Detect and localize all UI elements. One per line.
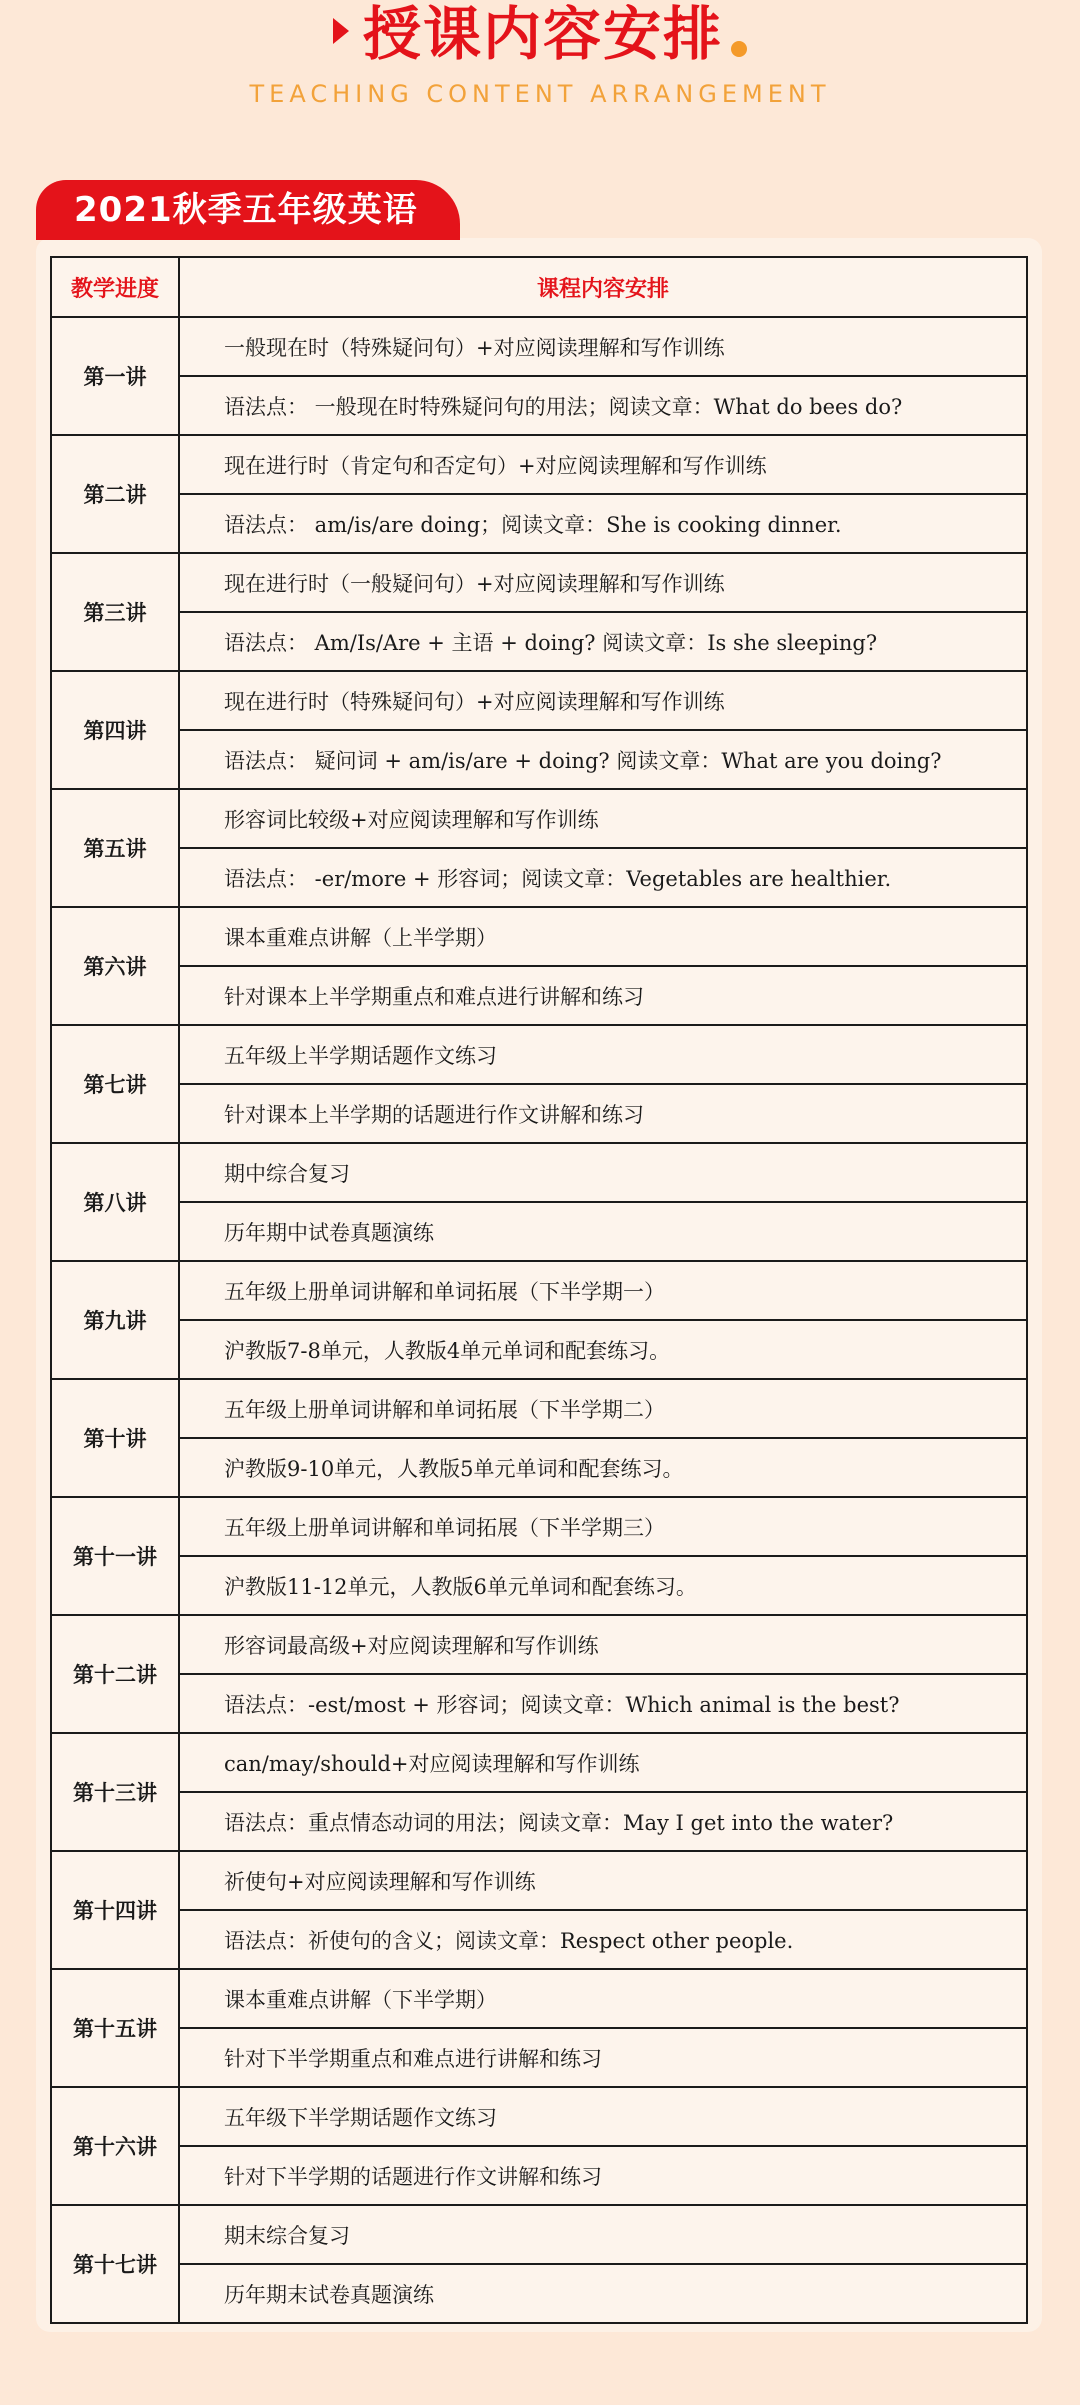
dot-icon [731, 41, 747, 57]
table-row [51, 317, 1027, 376]
lecture-topic: 五年级下半学期话题作文练习 [179, 2087, 1027, 2146]
lecture-topic: 现在进行时（一般疑问句）+对应阅读理解和写作训练 [179, 553, 1027, 612]
lecture-label: 第十四讲 [51, 1851, 179, 1969]
lecture-detail: 语法点： 一般现在时特殊疑问句的用法；阅读文章：What do bees do? [179, 376, 1027, 435]
lecture-detail: 语法点：-est/most + 形容词；阅读文章：Which animal is the best? [179, 1674, 1027, 1733]
table-row [51, 1969, 1027, 2028]
lecture-label: 第八讲 [51, 1143, 179, 1261]
lecture-detail: 语法点： Am/Is/Are + 主语 + doing? 阅读文章：Is she sleeping? [179, 612, 1027, 671]
lecture-label: 第十五讲 [51, 1969, 179, 2087]
table-row [51, 1438, 1027, 1497]
lecture-detail: 沪教版9-10单元，人教版5单元单词和配套练习。 [179, 1438, 1027, 1497]
table-row [51, 1320, 1027, 1379]
lecture-topic: 现在进行时（肯定句和否定句）+对应阅读理解和写作训练 [179, 435, 1027, 494]
column-header-content: 课程内容安排 [179, 257, 1027, 317]
lecture-topic: 课本重难点讲解（上半学期） [179, 907, 1027, 966]
lecture-label: 第六讲 [51, 907, 179, 1025]
lecture-detail: 历年期末试卷真题演练 [179, 2264, 1027, 2323]
lecture-detail: 针对下半学期重点和难点进行讲解和练习 [179, 2028, 1027, 2087]
table-row [51, 2028, 1027, 2087]
lecture-topic: 一般现在时（特殊疑问句）+对应阅读理解和写作训练 [179, 317, 1027, 376]
table-row [51, 1084, 1027, 1143]
lecture-label: 第一讲 [51, 317, 179, 435]
table-row [51, 1792, 1027, 1851]
lecture-detail: 语法点： -er/more + 形容词；阅读文章：Vegetables are healthier. [179, 848, 1027, 907]
table-row [51, 1851, 1027, 1910]
table-row [51, 1497, 1027, 1556]
lecture-label: 第十一讲 [51, 1497, 179, 1615]
lecture-detail: 针对下半学期的话题进行作文讲解和练习 [179, 2146, 1027, 2205]
lecture-label: 第四讲 [51, 671, 179, 789]
title-row [0, 0, 1080, 68]
table-row [51, 1025, 1027, 1084]
schedule-table-wrapper [50, 256, 1028, 2324]
lecture-label: 第三讲 [51, 553, 179, 671]
table-row [51, 435, 1027, 494]
section-tab: 2021秋季五年级英语 [36, 180, 460, 240]
table-row [51, 2146, 1027, 2205]
table-row [51, 1379, 1027, 1438]
lecture-detail: 语法点： am/is/are doing；阅读文章：She is cooking dinner. [179, 494, 1027, 553]
lecture-detail: 沪教版7-8单元，人教版4单元单词和配套练习。 [179, 1320, 1027, 1379]
lecture-topic: 形容词最高级+对应阅读理解和写作训练 [179, 1615, 1027, 1674]
page-header [0, 0, 1080, 180]
lecture-label: 第十六讲 [51, 2087, 179, 2205]
lecture-label: 第九讲 [51, 1261, 179, 1379]
lecture-topic: 祈使句+对应阅读理解和写作训练 [179, 1851, 1027, 1910]
lecture-topic: can/may/should+对应阅读理解和写作训练 [179, 1733, 1027, 1792]
lecture-topic: 五年级上半学期话题作文练习 [179, 1025, 1027, 1084]
table-row [51, 1615, 1027, 1674]
lecture-topic: 现在进行时（特殊疑问句）+对应阅读理解和写作训练 [179, 671, 1027, 730]
lecture-label: 第二讲 [51, 435, 179, 553]
table-row [51, 671, 1027, 730]
table-row [51, 2205, 1027, 2264]
lecture-label: 第十七讲 [51, 2205, 179, 2323]
page-subtitle: TEACHING CONTENT ARRANGEMENT [249, 80, 831, 108]
lecture-topic: 期末综合复习 [179, 2205, 1027, 2264]
table-row [51, 1674, 1027, 1733]
lecture-topic: 课本重难点讲解（下半学期） [179, 1969, 1027, 2028]
table-row [51, 907, 1027, 966]
lecture-topic: 形容词比较级+对应阅读理解和写作训练 [179, 789, 1027, 848]
column-header-progress: 教学进度 [51, 257, 179, 317]
lecture-label: 第五讲 [51, 789, 179, 907]
table-row [51, 2264, 1027, 2323]
table-row [51, 1261, 1027, 1320]
table-row [51, 2087, 1027, 2146]
lecture-detail: 针对课本上半学期的话题进行作文讲解和练习 [179, 1084, 1027, 1143]
table-row [51, 494, 1027, 553]
table-body [51, 317, 1027, 2323]
table-row [51, 1143, 1027, 1202]
table-row [51, 1910, 1027, 1969]
lecture-topic: 五年级上册单词讲解和单词拓展（下半学期一） [179, 1261, 1027, 1320]
lecture-label: 第十讲 [51, 1379, 179, 1497]
table-row [51, 789, 1027, 848]
lecture-topic: 五年级上册单词讲解和单词拓展（下半学期三） [179, 1497, 1027, 1556]
table-row [51, 1556, 1027, 1615]
play-arrow-icon [333, 18, 349, 44]
page-title: 授课内容安排 [362, 0, 723, 68]
table-row [51, 730, 1027, 789]
table-row [51, 612, 1027, 671]
lecture-detail: 语法点：重点情态动词的用法；阅读文章：May I get into the water? [179, 1792, 1027, 1851]
schedule-table [50, 256, 1028, 2324]
lecture-detail: 语法点： 疑问词 + am/is/are + doing? 阅读文章：What are you doing? [179, 730, 1027, 789]
table-row [51, 966, 1027, 1025]
lecture-label: 第七讲 [51, 1025, 179, 1143]
table-row [51, 1733, 1027, 1792]
table-row [51, 376, 1027, 435]
lecture-topic: 五年级上册单词讲解和单词拓展（下半学期二） [179, 1379, 1027, 1438]
lecture-label: 第十二讲 [51, 1615, 179, 1733]
table-row [51, 848, 1027, 907]
table-header-row [51, 257, 1027, 317]
lecture-detail: 历年期中试卷真题演练 [179, 1202, 1027, 1261]
lecture-detail: 语法点：祈使句的含义；阅读文章：Respect other people. [179, 1910, 1027, 1969]
lecture-detail: 沪教版11-12单元，人教版6单元单词和配套练习。 [179, 1556, 1027, 1615]
lecture-label: 第十三讲 [51, 1733, 179, 1851]
table-row [51, 553, 1027, 612]
table-row [51, 1202, 1027, 1261]
lecture-topic: 期中综合复习 [179, 1143, 1027, 1202]
lecture-detail: 针对课本上半学期重点和难点进行讲解和练习 [179, 966, 1027, 1025]
